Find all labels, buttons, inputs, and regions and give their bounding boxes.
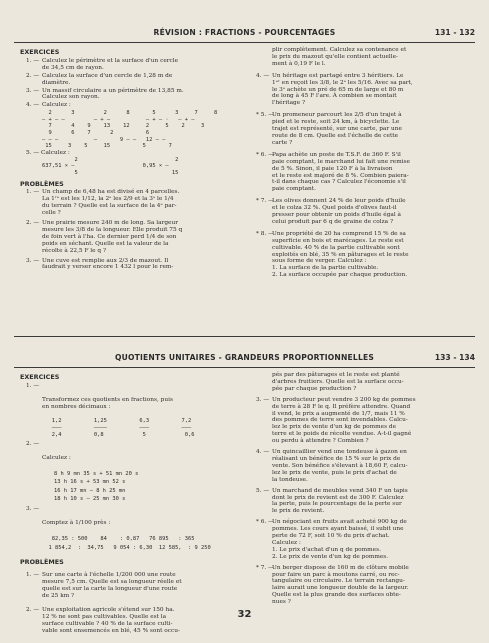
bottom-header-title: QUOTIENTS UNITAIRES - GRANDEURS PROPORTIONNELLES <box>114 353 375 362</box>
list-item <box>250 397 476 445</box>
math-line: — — — — 9 — — 12 — — <box>42 136 166 143</box>
bottom-right-list <box>250 372 476 606</box>
item-number: 3. — <box>26 87 40 94</box>
item-text: Une propriété de 20 ha comprend 15 % de sa superficie en bois et marécages. Le reste est cultivable. 40 % de la partie cultivable sont exploités en blé, 35 % en pâturages et le reste sous forme de verger. Calculez : 1. La surface de la partie cultivable. 2. La surface occupée par chaque production. <box>272 230 409 279</box>
top-right-column <box>250 47 476 284</box>
top-header <box>14 27 475 41</box>
item-text: Calculez : <box>42 102 71 109</box>
item-text: Les olives donnent 24 % de leur poids d'huile et le colza 32 %. Quel poids d'olives faut-il presser pour obtenir un poids d'huile égal à celui produit par 6 q de graine de colza ? <box>272 198 406 225</box>
item-number: 1. — <box>26 189 40 196</box>
item-text: Une exploitation agricole s'étend sur 150 ha. 12 % ne sont pas cultivables. Quelle est la surface cultivable ? 40 % de la surface culti- vable sont ensemencés en blé, 45 % sont occu- <box>42 607 180 635</box>
list-item <box>20 73 248 87</box>
math-line: 18 h 10 s — 25 mn 30 s <box>54 496 126 503</box>
item-text: Comptez à 1/100 près : <box>42 520 111 527</box>
bottom-exercice-1 <box>20 383 248 418</box>
item-text: Sur une carte à l'échelle 1/200 000 une route mesure 7,5 cm. Quelle est sa longueur réelle et quelle est sur la carte la longueur d'une route de 25 km ? <box>42 571 182 599</box>
section-divider <box>14 336 475 337</box>
bottom-ex1-block <box>20 418 248 438</box>
item-text: Papa achète un poste de T.S.F. de 360 F. S'il paie comptant, le marchand lui fait une remise de 5 %. Sinon, il paie 120 F à la livraison et le reste est majoré de 8 %. Combien paiera- t-il dans chaque cas ? Calculez l'économie s'il paie comptant. <box>272 151 410 193</box>
math-line: ——— ———— ——— ——— <box>42 425 192 432</box>
item-text: Un promeneur parcourt les 2/5 d'un trajet à pied et le reste, soit 24 km, à bicyclette. Le trajet est représenté, sur une carte, par une route de 8 cm. Quelle est l'échelle de cette carte ? <box>272 112 402 146</box>
top-header-title: RÉVISION : FRACTIONS - POURCENTAGES <box>153 28 336 37</box>
top-exercices-title: EXERCICES <box>20 48 60 56</box>
item-number: 4. — <box>256 72 270 79</box>
item-text: Un massif circulaire a un périmètre de 13,85 m. Calculez son rayon. <box>42 87 184 101</box>
list-item <box>20 189 248 217</box>
top-left-column <box>20 47 248 274</box>
math-line: 82,35 : 500 84 : 0,87 76 895 : 365 <box>42 536 195 543</box>
math-line: 8 h 9 mn 35 s + 51 mn 20 s <box>54 470 139 477</box>
bottom-header-pages: 133 - 134 <box>434 353 475 362</box>
item-number: 1. — <box>26 57 40 64</box>
item-number: 1. — <box>26 571 40 578</box>
list-item <box>250 47 476 68</box>
item-text: Un marchand de meubles vend 340 F un tapis dont le prix de revient est de 300 F. Calculez la perte, puis le pourcentage de la perte sur le prix de revient. <box>272 487 408 515</box>
item-number: 1. — <box>26 382 40 389</box>
bottom-problemes-list <box>20 572 248 635</box>
bottom-ex2-block <box>20 470 248 504</box>
bottom-exercice-2 <box>20 441 248 469</box>
top-header-pages: 131 - 132 <box>434 28 475 37</box>
list-item <box>250 73 476 108</box>
item-number: 4. — <box>256 449 270 456</box>
list-item <box>250 112 476 147</box>
item-text: Un berger dispose de 160 m de clôture mobile pour faire un parc à moutons carré, ou rec- tangulaire ou circulaire. Le terrain rectangu- laire aurait une longueur double de la largeur. Quelle est la plus grande des surfaces obte- nues ? <box>272 564 409 606</box>
top-right-list <box>250 47 476 279</box>
bottom-left-column <box>20 372 248 643</box>
list-item <box>250 519 476 560</box>
bottom-exercice-3 <box>20 506 248 534</box>
item-number: * 6. — <box>256 519 274 526</box>
item-number: 2. — <box>26 72 40 79</box>
bottom-problemes-title: PROBLÈMES <box>20 557 64 566</box>
item-number: * 7. — <box>256 198 274 205</box>
item-text: Transformez ces quotients en fractions, puis en nombres décimaux : <box>42 396 173 410</box>
top-header-rule <box>14 42 475 43</box>
bottom-right-column <box>250 372 476 610</box>
list-item <box>250 565 476 606</box>
math-line: 16 h 17 mn — 8 h 25 mn <box>54 487 126 494</box>
top-calc4-block <box>20 110 248 150</box>
math-line: 1 854,2 : 34,75 9 054 : 6,30 12 585, : 9 250 <box>42 544 211 551</box>
bottom-header <box>14 352 475 366</box>
item-text: pés par des pâturages et le reste est planté d'arbres fruitiers. Quelle est la surface occu- pée par chaque production ? <box>272 372 404 392</box>
bottom-header-rule <box>14 367 475 368</box>
list-item <box>250 198 476 226</box>
item-number: 2. — <box>26 607 40 614</box>
item-number: * 5. — <box>256 112 274 119</box>
item-text: Un héritage est partagé entre 3 héritiers. Le 1ᵉʳ en reçoit les 3/8, le 2ᵉ les 5/16. Avec sa part, le 3ᵉ achète un pré de 65 m de large et 80 m de long à 45 F l'are. À combien se montait l'héritage ? <box>272 72 413 107</box>
item-number: 2. — <box>26 220 40 227</box>
item-number: 3. — <box>26 506 40 513</box>
item-text: Un producteur peut vendre 3 200 kg de pommes de terre à 28 F le q. Il préfère attendre. Quand il vend, le prix a augmenté de 1/7, mais 11 % des pommes de terre sont invendables. Calcu- lez le prix de vente d'un kg de pommes de terre et le poids de récolte vendue. A-t-il gagné ou perdu à attendre ? Combien ? <box>272 396 416 445</box>
item-number: 3. — <box>26 257 40 264</box>
item-number: * 8. — <box>256 230 274 237</box>
top-exercices-list <box>20 58 248 109</box>
math-line: — + — — — + — — + — · — + — <box>42 116 195 123</box>
list-item <box>250 372 476 393</box>
math-line: 5 15 <box>42 169 179 176</box>
bottom-exercices-title: EXERCICES <box>20 373 60 381</box>
item-number: * 7. — <box>256 564 274 571</box>
item-text: Calculez : <box>42 455 71 462</box>
item-number: 5. — <box>256 487 270 494</box>
list-item <box>250 488 476 516</box>
item-number: 2. — <box>26 441 40 448</box>
item-text: Une cuve est remplie aux 2/3 de mazout. Il faudrait y verser encore 1 432 l pour le rem- <box>42 257 174 271</box>
item-text: Un champ de 6,48 ha est divisé en 4 parcelles. La 1ʳᵉ est les 1/12, la 2ᵉ les 2/9 et la 3ᵉ le 1/4 du terrain ? Quelle est la surface de la 4ᵉ par- celle ? <box>42 189 180 217</box>
item-number: * 6. — <box>256 151 274 158</box>
item-text: Un quincaillier vend une tondeuse à gazon en réalisant un bénéfice de 15 % sur le prix de vente. Son bénéfice s'élevant à 18,60 F, calcu- lez le prix de vente, puis le prix d'achat de la tondeuse. <box>272 449 408 483</box>
list-item <box>20 572 248 600</box>
top-problemes-list <box>20 189 248 271</box>
math-line: 2,4 0,8 5 0,6 <box>42 431 195 438</box>
item-number: 4. — <box>26 102 40 109</box>
top-problemes-title: PROBLÈMES <box>20 179 64 188</box>
top-calc5-block <box>20 157 248 177</box>
item-text: Calculez la surface d'un cercle de 1,28 m de diamètre. <box>42 72 173 86</box>
math-line: 2 3 2 8 5 3 7 8 <box>42 110 218 117</box>
page-number: 32 <box>237 609 252 620</box>
math-line: 637,51 × — 0,95 × — <box>42 163 169 170</box>
list-item <box>250 449 476 484</box>
math-line: 9 6 7 2 6 <box>42 130 150 137</box>
item-text: Un négociant en fruits avait acheté 900 kg de pommes. Les cours ayant baissé, il subit une perte de 72 F, soit 10 % du prix d'achat. Calculez : 1. Le prix d'achat d'un q de pommes. 2. Le prix de vente d'un kg de pommes. <box>272 519 407 560</box>
math-line: 7 4 9 13 12 2 5 2 3 <box>42 123 205 130</box>
item-text: Une prairie mesure 240 m de long. Sa largeur mesure les 3/8 de la longueur. Elle produit 75 q de foin vert à l'ha. Ce dernier perd 1/4 de son poids en séchant. Quelle est la valeur de la récolte à 22,5 F le q ? <box>42 220 183 254</box>
item-text: plir complètement. Calculez sa contenance et le prix du mazout qu'elle contient actuelle- ment à 0,19 F le l. <box>272 47 407 67</box>
math-line: 15 3 5 15 5 7 <box>42 143 172 150</box>
bottom-ex3-block <box>20 535 248 552</box>
list-item <box>20 220 248 255</box>
list-item <box>20 258 248 272</box>
list-item <box>20 58 248 72</box>
list-item <box>250 152 476 193</box>
list-item <box>20 88 248 102</box>
math-line: 1,2 1,25 6,3 7,2 <box>42 418 192 425</box>
math-line: 13 h 16 s + 53 mn 52 s <box>54 479 126 486</box>
item-number: 3. — <box>256 396 270 403</box>
math-line: 2 2 <box>42 156 179 163</box>
list-item <box>250 231 476 279</box>
list-item <box>20 102 248 109</box>
top-calc5-label: 5. — Calculez : <box>26 149 70 156</box>
item-text: Calculez le périmètre et la surface d'un cercle de 34,5 cm de rayon. <box>42 57 179 71</box>
